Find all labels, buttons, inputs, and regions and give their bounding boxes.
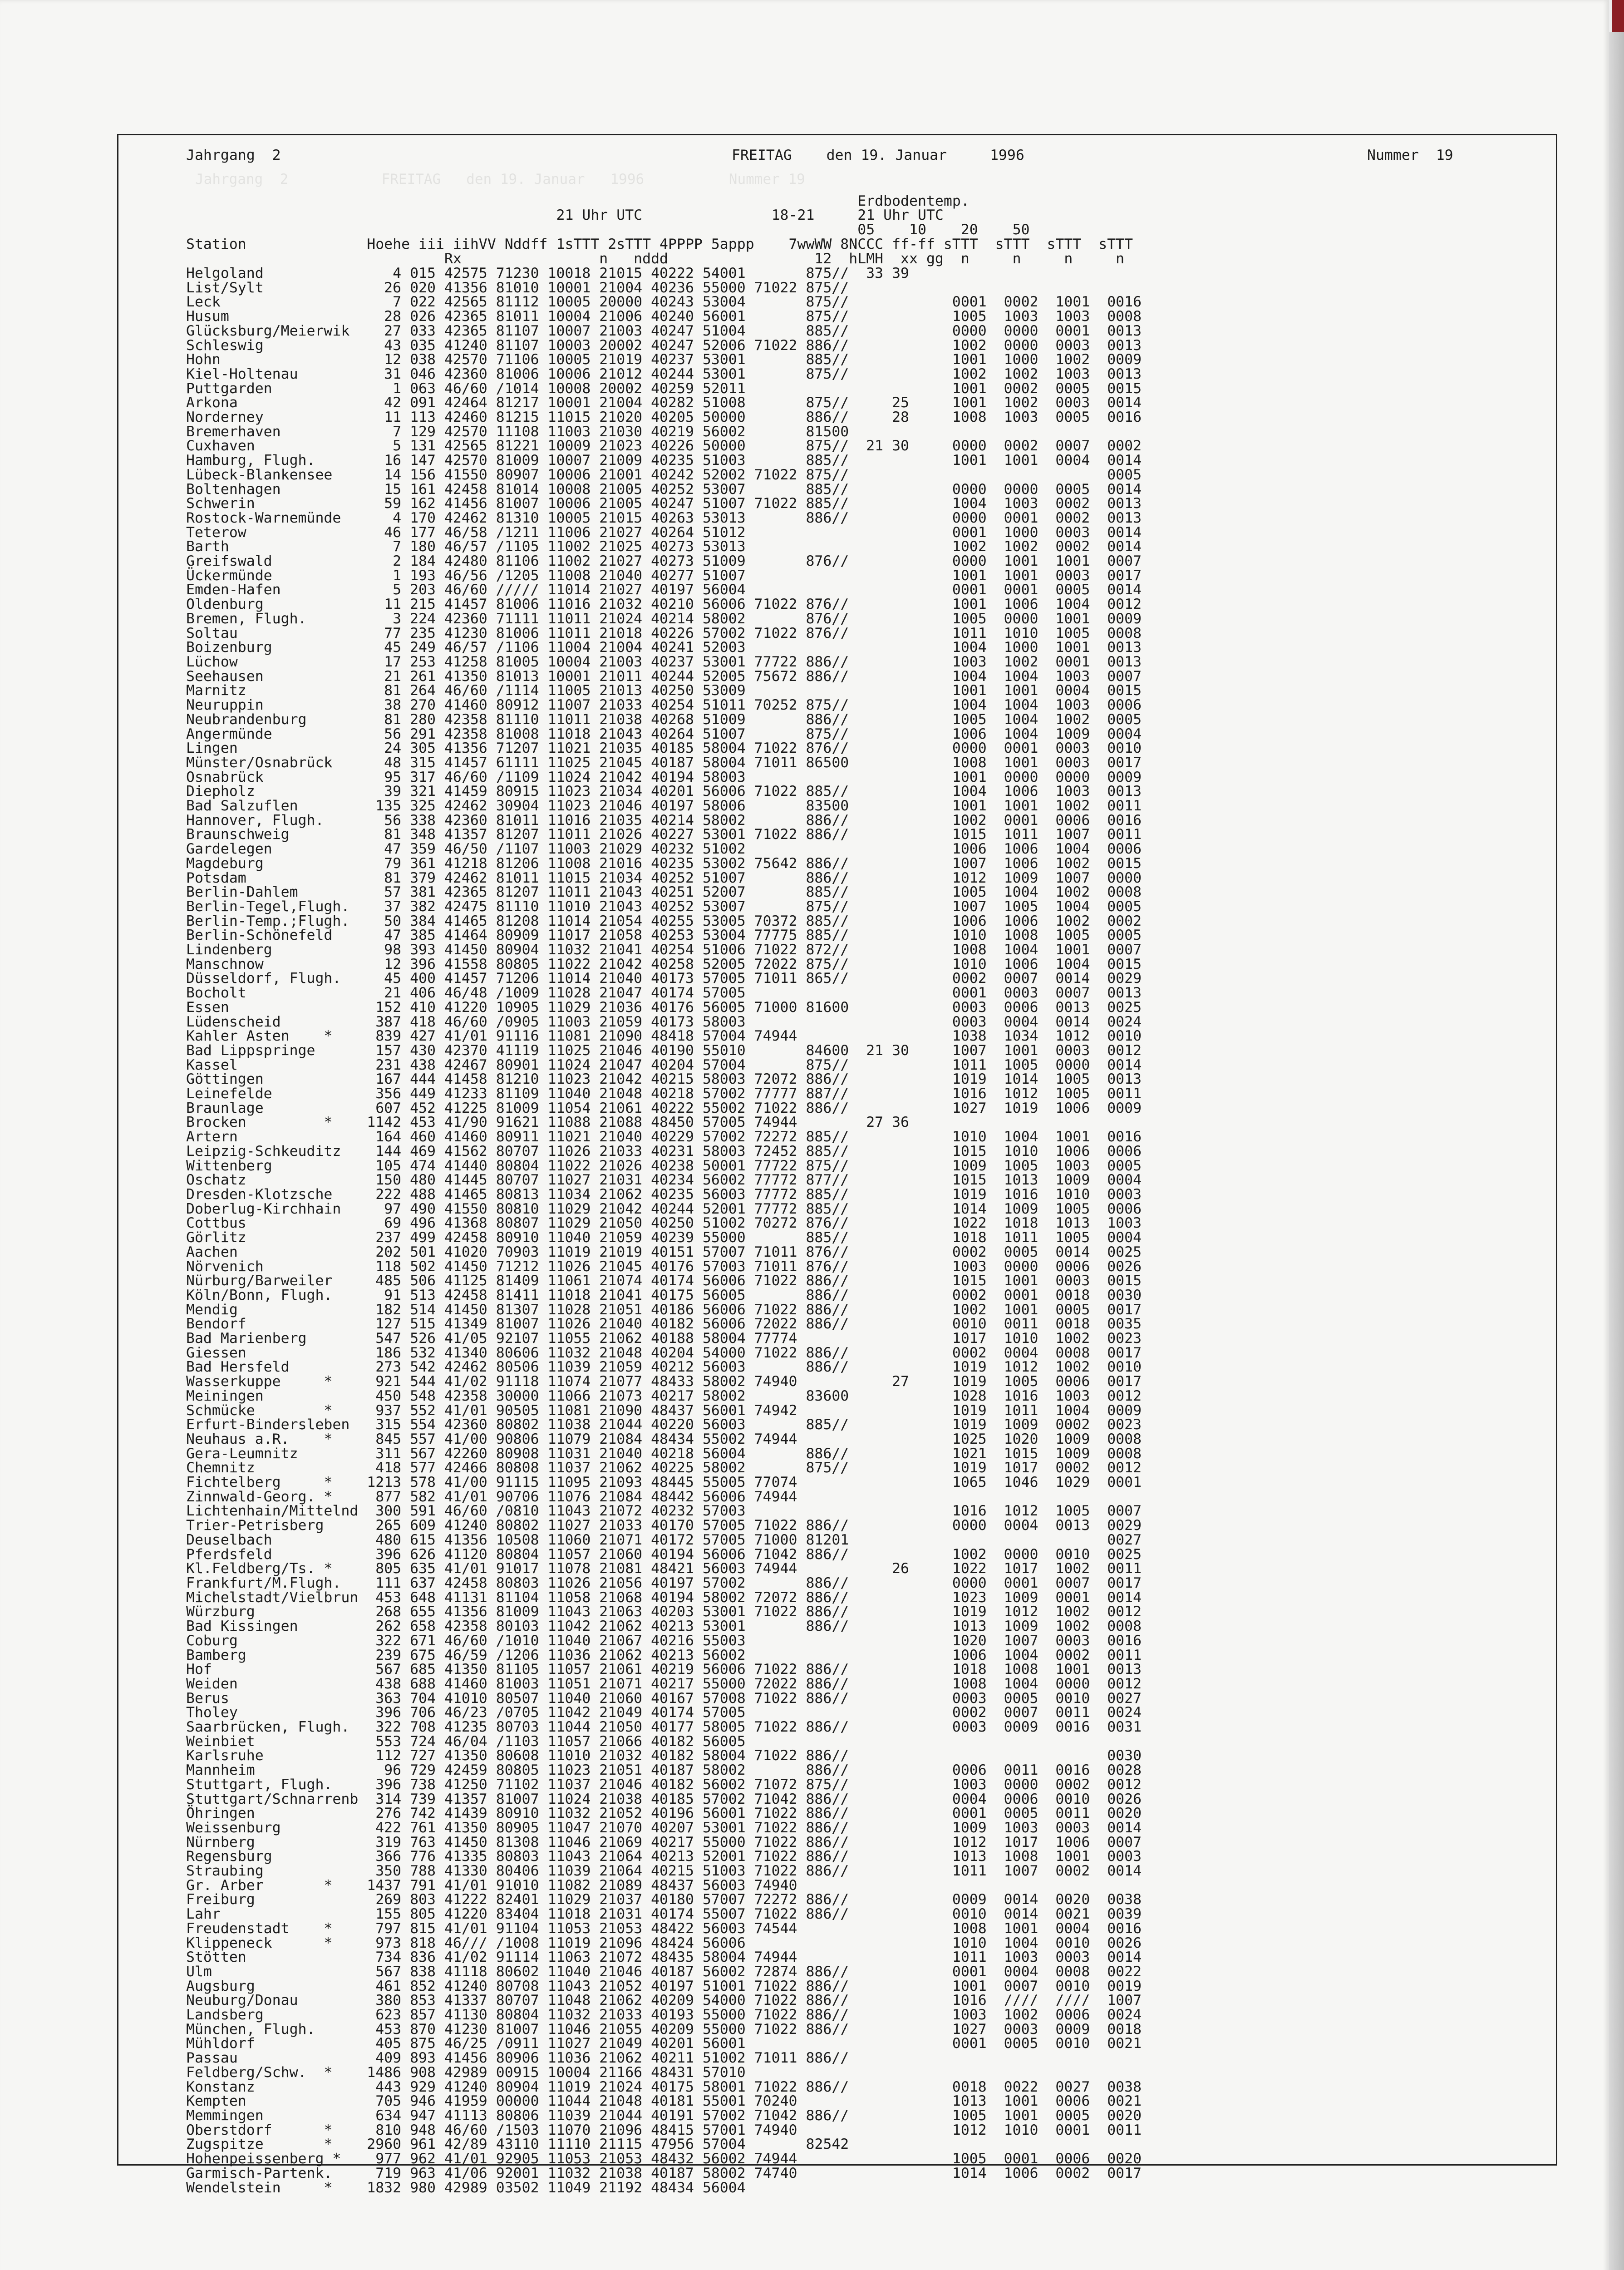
next-page-edge bbox=[1609, 32, 1624, 2270]
station-row: Brocken * 1142 453 41/90 91621 11088 21088 48450 57005 74944 27 36 bbox=[186, 1114, 910, 1131]
issue-number: Nummer 19 bbox=[1367, 147, 1453, 163]
station-row: Soltau 77 235 41230 81006 11011 21018 40226 57002 71022 876// 1011 1010 1005 0008 bbox=[186, 625, 1142, 642]
station-row: Norderney 11 113 42460 81215 11015 21020 40205 50000 886// 28 1008 1003 0005 0016 bbox=[186, 409, 1142, 426]
station-row: Wendelstein * 1832 980 42989 03502 11049 21192 48434 56004 bbox=[186, 2179, 746, 2196]
station-row: Göttingen 167 444 41458 81210 11023 21042 40215 58003 72072 886// 1019 1014 1005 0013 bbox=[186, 1071, 1142, 1088]
station-row: Mühldorf 405 875 46/25 /0911 11027 21049 40201 56001 0001 0005 0010 0021 bbox=[186, 2035, 1142, 2052]
station-row: Görlitz 237 499 42458 80910 11040 21059 40239 55000 885// 1018 1011 1005 0004 bbox=[186, 1229, 1142, 1246]
station-row: Neubrandenburg 81 280 42358 81110 11011 21038 40268 51009 886// 1005 1004 1002 0005 bbox=[186, 711, 1142, 728]
station-row: Marnitz 81 264 46/60 /1114 11005 21013 40250 53009 1001 1001 0004 0015 bbox=[186, 682, 1142, 699]
station-row: Bamberg 239 675 46/59 /1206 11036 21062 40213 56002 1006 1004 0002 0011 bbox=[186, 1647, 1142, 1663]
station-row: Bocholt 21 406 46/48 /1009 11028 21047 40174 57005 0001 0003 0007 0013 bbox=[186, 985, 1142, 1002]
station-row: Osnabrück 95 317 46/60 /1109 11024 21042 40194 58003 1001 0000 0000 0009 bbox=[186, 769, 1142, 785]
station-row: Fichtelberg * 1213 578 41/00 91115 11095 21093 48445 55005 77074 1065 1046 1029 0001 bbox=[186, 1474, 1142, 1491]
station-row: Wittenberg 105 474 41440 80804 11022 21026 40238 50001 77722 875// 1009 1005 1003 0005 bbox=[186, 1157, 1142, 1174]
station-row: Nörvenich 118 502 41450 71212 11026 21045 40176 57003 71011 876// 1003 0000 0006 0026 bbox=[186, 1258, 1142, 1275]
station-row: Cuxhaven 5 131 42565 81221 10009 21023 40226 50000 875// 21 30 0000 0002 0007 0002 bbox=[186, 438, 1142, 454]
station-row: Lüdenscheid 387 418 46/60 /0905 11003 21059 40173 58003 0003 0004 0014 0024 bbox=[186, 1013, 1142, 1030]
station-row: Garmisch-Partenk. 719 963 41/06 92001 11032 21038 40187 58002 74740 1014 1006 0002 0017 bbox=[186, 2165, 1142, 2181]
station-row: Schmücke * 937 552 41/01 90505 11081 21090 48437 56001 74942 1019 1011 1004 0009 bbox=[186, 1402, 1142, 1419]
station-row: Berlin-Tegel,Flugh. 37 382 42475 81110 11010 21043 40252 53007 875// 1007 1005 1004 0005 bbox=[186, 898, 1142, 915]
station-row: Kahler Asten * 839 427 41/01 91116 11081 21090 48418 57004 74944 1038 1034 1012 0010 bbox=[186, 1028, 1142, 1045]
observation-table bbox=[186, 266, 1142, 2195]
station-row: Diepholz 39 321 41459 80915 11023 21034 40201 56006 71022 885// 1004 1006 1003 0013 bbox=[186, 783, 1142, 800]
station-row: Kl.Feldberg/Ts. * 805 635 41/01 91017 11078 21081 48421 56003 74944 26 1022 1017 1002 0011 bbox=[186, 1560, 1142, 1577]
station-row: Lüchow 17 253 41258 81005 10004 21003 40237 53001 77722 886// 1003 1002 0001 0013 bbox=[186, 653, 1142, 670]
station-row: Hohn 12 038 42570 71106 10005 21019 40237 53001 885// 1001 1000 1002 0009 bbox=[186, 351, 1142, 368]
station-row: Braunlage 607 452 41225 81009 11054 21061 40222 55002 71022 886// 1027 1019 1006 0009 bbox=[186, 1100, 1142, 1116]
station-row: Lingen 24 305 41356 71207 11021 21035 40185 58004 71022 876// 0000 0001 0003 0010 bbox=[186, 740, 1142, 757]
station-row: Doberlug-Kirchhain 97 490 41550 80810 11029 21042 40244 52001 77772 885// 1014 1009 1005 0006 bbox=[186, 1200, 1142, 1217]
station-row: Emden-Hafen 5 203 46/60 ///// 11014 21027 40197 56004 0001 0001 0005 0014 bbox=[186, 582, 1142, 598]
station-row: Regensburg 366 776 41335 80803 11043 21064 40213 52001 71022 886// 1013 1008 1001 0003 bbox=[186, 1848, 1142, 1865]
station-row: Bremerhaven 7 129 42570 11108 11003 21030 40219 56002 81500 bbox=[186, 423, 849, 440]
station-row: Ulm 567 838 41118 80602 11040 21046 40187 56002 72874 886// 0001 0004 0008 0022 bbox=[186, 1963, 1142, 1980]
station-row: Kiel-Holtenau 31 046 42360 81006 10006 21012 40244 53001 875// 1002 1002 1003 0013 bbox=[186, 365, 1142, 382]
station-row: Öhringen 276 742 41439 80910 11032 21052 40196 56001 71022 886// 0001 0005 0011 0020 bbox=[186, 1805, 1142, 1822]
station-row: Zinnwald-Georg. * 877 582 41/01 90706 11076 21084 48442 56006 74944 bbox=[186, 1488, 797, 1505]
station-row: Manschnow 12 396 41558 80805 11022 21042 40258 52005 72022 875// 1010 1006 1004 0015 bbox=[186, 956, 1142, 972]
station-row: Münster/Osnabrück 48 315 41457 61111 11025 21045 40187 58004 71011 86500 1008 1001 0003 0017 bbox=[186, 754, 1142, 771]
station-row: Saarbrücken, Flugh. 322 708 41235 80703 11044 21050 40177 58005 71022 886// 0003 0009 0016 0031 bbox=[186, 1719, 1142, 1736]
station-row: Stuttgart/Schnarrenb 314 739 41357 81007 11024 21038 40185 57002 71042 886// 0004 0006 0010 0026 bbox=[186, 1791, 1142, 1807]
station-row: Stötten 734 836 41/02 91114 11063 21072 48435 58004 74944 1011 1003 0003 0014 bbox=[186, 1949, 1142, 1966]
station-row: Barth 7 180 46/57 /1105 11002 21025 40273 53013 1002 1002 0002 0014 bbox=[186, 538, 1142, 555]
station-row: Meiningen 450 548 42358 30000 11066 21073 40217 58002 83600 1028 1016 1003 0012 bbox=[186, 1387, 1142, 1404]
station-row: Hohenpeissenberg * 977 962 41/01 92905 11053 21053 48432 56002 74944 1005 0001 0006 0020 bbox=[186, 2151, 1142, 2167]
station-row: Kempten 705 946 41959 00000 11044 21048 40181 55001 70240 1013 1001 0006 0021 bbox=[186, 2093, 1142, 2110]
station-row: Leipzig-Schkeuditz 144 469 41562 80707 11026 21033 40231 58003 72452 885// 1015 1010 1006 0006 bbox=[186, 1143, 1142, 1160]
station-row: Freiburg 269 803 41222 82401 11029 21037 40180 57007 72272 886// 0009 0014 0020 0038 bbox=[186, 1891, 1142, 1908]
station-row: Ückermünde 1 193 46/56 /1205 11008 21040 40277 51007 1001 1001 0003 0017 bbox=[186, 567, 1142, 584]
station-row: Bad Kissingen 262 658 42358 80103 11042 21062 40213 53001 886// 1013 1009 1002 0008 bbox=[186, 1618, 1142, 1635]
station-row: Lichtenhain/Mittelnd 300 591 46/60 /0810 11043 21072 40232 57003 1016 1012 1005 0007 bbox=[186, 1503, 1142, 1520]
station-row: Puttgarden 1 063 46/60 /1014 10008 20002 40259 52011 1001 0002 0005 0015 bbox=[186, 380, 1142, 397]
station-row: Nürnberg 319 763 41450 81308 11046 21069 40217 55000 71022 886// 1012 1017 1006 0007 bbox=[186, 1834, 1142, 1851]
station-row: Greifswald 2 184 42480 81106 11002 21027 40273 51009 876// 0000 1001 1001 0007 bbox=[186, 553, 1142, 570]
station-row: Tholey 396 706 46/23 /0705 11042 21049 40174 57005 0002 0007 0011 0024 bbox=[186, 1704, 1142, 1721]
header-line-5: Rx n nddd 12 hLMH xx gg n n n n bbox=[186, 250, 1125, 267]
station-row: Köln/Bonn, Flugh. 91 513 42458 81411 11018 21041 40175 56005 886// 0002 0001 0018 0030 bbox=[186, 1287, 1142, 1303]
bleed-through-text: Jahrgang 2 FREITAG den 19. Januar 1996 Nummer 19 bbox=[195, 171, 805, 188]
binding-ribbon bbox=[1612, 0, 1624, 32]
station-row: Lindenberg 98 393 41450 80904 11032 21041 40254 51006 71022 872// 1008 1004 1001 0007 bbox=[186, 942, 1142, 958]
station-row: Essen 152 410 41220 10905 11029 21036 40176 56005 71000 81600 0003 0006 0013 0025 bbox=[186, 999, 1142, 1016]
station-row: Bad Salzuflen 135 325 42462 30904 11023 21046 40197 58006 83500 1001 1001 1002 0011 bbox=[186, 798, 1142, 814]
station-row: Bendorf 127 515 41349 81007 11026 21040 40182 56006 72022 886// 0010 0011 0018 0035 bbox=[186, 1316, 1142, 1332]
station-row: Angermünde 56 291 42358 81008 11018 21043 40264 51007 875// 1006 1004 1009 0004 bbox=[186, 725, 1142, 742]
station-row: Bad Marienberg 547 526 41/05 92107 11055 21062 40188 58004 77774 1017 1010 1002 0023 bbox=[186, 1330, 1142, 1347]
station-row: Michelstadt/Vielbrun 453 648 41131 81104 11058 21068 40194 58002 72072 886// 1023 1009 0001 0014 bbox=[186, 1589, 1142, 1606]
station-row: Berlin-Schönefeld 47 385 41464 80909 11017 21058 40253 53004 77775 885// 1010 1008 1005 0005 bbox=[186, 927, 1142, 944]
station-row: Bad Lippspringe 157 430 42370 41119 11025 21046 40190 55010 84600 21 30 1007 1001 0003 0012 bbox=[186, 1042, 1142, 1059]
station-row: Mannheim 96 729 42459 80805 11023 21051 40187 58002 886// 0006 0011 0016 0028 bbox=[186, 1762, 1142, 1779]
station-row: Karlsruhe 112 727 41350 80608 11010 21032 40182 58004 71022 886// 0030 bbox=[186, 1747, 1142, 1764]
station-row: Wasserkuppe * 921 544 41/02 91118 11074 21077 48433 58002 74940 27 1019 1005 0006 0017 bbox=[186, 1373, 1142, 1390]
station-row: Seehausen 21 261 41350 81013 10001 21011 40244 52005 75672 886// 1004 1004 1003 0007 bbox=[186, 668, 1142, 685]
station-row: Oschatz 150 480 41445 80707 11027 21031 40234 56002 77772 877// 1015 1013 1009 0004 bbox=[186, 1172, 1142, 1189]
station-row: Hannover, Flugh. 56 338 42360 81011 11016 21035 40214 58002 886// 1002 0001 0006 0016 bbox=[186, 812, 1142, 829]
issue-date: FREITAG den 19. Januar 1996 bbox=[732, 147, 1024, 163]
station-row: Boltenhagen 15 161 42458 81014 10008 21005 40252 53007 885// 0000 0000 0005 0014 bbox=[186, 481, 1142, 498]
station-row: Konstanz 443 929 41240 80904 11019 21024 40175 58001 71022 886// 0018 0022 0027 0038 bbox=[186, 2078, 1142, 2095]
station-row: Teterow 46 177 46/58 /1211 11006 21027 40264 51012 0001 1000 0003 0014 bbox=[186, 524, 1142, 541]
station-row: Stuttgart, Flugh. 396 738 41250 71102 11037 21046 40182 56002 71072 875// 1003 0000 0002 0012 bbox=[186, 1776, 1142, 1793]
station-row: Giessen 186 532 41340 80606 11032 21048 40204 54000 71022 886// 0002 0004 0008 0017 bbox=[186, 1344, 1142, 1361]
station-row: Klippeneck * 973 818 46/// /1008 11019 21096 48424 56006 1010 1004 0010 0026 bbox=[186, 1934, 1142, 1951]
station-row: Düsseldorf, Flugh. 45 400 41457 71206 11014 21040 40173 57005 71011 865// 0002 0007 0014 0029 bbox=[186, 970, 1142, 987]
station-row: München, Flugh. 453 870 41230 81007 11046 21055 40209 55000 71022 886// 1027 0003 0009 0018 bbox=[186, 2021, 1142, 2038]
station-row: Memmingen 634 947 41113 80806 11039 21044 40191 57002 71042 886// 1005 1001 0005 0020 bbox=[186, 2107, 1142, 2124]
header-line-3: 05 10 20 50 bbox=[186, 222, 1030, 238]
station-row: Bremen, Flugh. 3 224 42360 71111 11011 21024 40214 58002 876// 1005 0000 1001 0009 bbox=[186, 610, 1142, 627]
station-row: Pferdsfeld 396 626 41120 80804 11057 21060 40194 56006 71042 886// 1002 0000 0010 0025 bbox=[186, 1546, 1142, 1563]
station-row: Dresden-Klotzsche 222 488 41465 80813 11034 21062 40235 56003 77772 885// 1019 1016 1010 0003 bbox=[186, 1186, 1142, 1203]
header-line-4: Station Hoehe iii iihVV Nddff 1sTTT 2sTTT 4PPPP 5appp 7wwWW 8NCCC ff-ff sTTT sTTT sTTT sTTT bbox=[186, 236, 1133, 252]
station-row: Schwerin 59 162 41456 81007 10006 21005 40247 51007 71022 885// 1004 1003 0002 0013 bbox=[186, 495, 1142, 512]
station-row: Lahr 155 805 41220 83404 11018 21031 40174 55007 71022 886// 0010 0014 0021 0039 bbox=[186, 1906, 1142, 1923]
station-row: Schleswig 43 035 41240 81107 10003 20002 40247 52006 71022 886// 1002 0000 0003 0013 bbox=[186, 337, 1142, 354]
station-row: Trier-Petrisberg 265 609 41240 80802 11027 21033 40170 57005 71022 886// 0000 0004 0013 0029 bbox=[186, 1517, 1142, 1534]
station-row: Magdeburg 79 361 41218 81206 11008 21016 40235 53002 75642 886// 1007 1006 1002 0015 bbox=[186, 855, 1142, 872]
station-row: Neuburg/Donau 380 853 41337 80707 11048 21062 40209 54000 71022 886// 1016 //// //// 1007 bbox=[186, 1992, 1142, 2009]
station-row: Kassel 231 438 42467 80901 11024 21047 40204 57004 875// 1011 1005 0000 0014 bbox=[186, 1056, 1142, 1073]
station-row: Erfurt-Bindersleben 315 554 42360 80802 11038 21044 40220 56003 885// 1019 1009 0002 0023 bbox=[186, 1416, 1142, 1433]
station-row: Gardelegen 47 359 46/50 /1107 11003 21029 40232 51002 1006 1006 1004 0006 bbox=[186, 841, 1142, 858]
station-row: Zugspitze * 2960 961 42/89 43110 11110 21115 47956 57004 82542 bbox=[186, 2136, 849, 2153]
station-row: Arkona 42 091 42464 81217 10001 21004 40282 51008 875// 25 1001 1002 0003 0014 bbox=[186, 395, 1142, 411]
station-row: Freudenstadt * 797 815 41/01 91104 11053 21053 48422 56003 74544 1008 1001 0004 0016 bbox=[186, 1920, 1142, 1937]
station-row: Coburg 322 671 46/60 /1010 11040 21067 40216 55003 1020 1007 0003 0016 bbox=[186, 1632, 1142, 1649]
station-row: Berlin-Dahlem 57 381 42365 81207 11011 21043 40251 52007 885// 1005 1004 1002 0008 bbox=[186, 884, 1142, 901]
station-row: Chemnitz 418 577 42466 80808 11037 21062 40225 58002 875// 1019 1017 0002 0012 bbox=[186, 1460, 1142, 1476]
station-row: Deuselbach 480 615 41356 10508 11060 21071 40172 57005 71000 81201 0027 bbox=[186, 1531, 1142, 1548]
station-row: Gera-Leumnitz 311 567 42260 80908 11031 21040 40218 56004 886// 1021 1015 1009 0008 bbox=[186, 1445, 1142, 1462]
station-row: Braunschweig 81 348 41357 81207 11011 21026 40227 53001 71022 886// 1015 1011 1007 0011 bbox=[186, 826, 1142, 843]
station-row: Hamburg, Flugh. 16 147 42570 81009 10007 21009 40235 51003 885// 1001 1001 0004 0014 bbox=[186, 452, 1142, 469]
station-row: Passau 409 893 41456 80906 11036 21062 40211 51002 71011 886// bbox=[186, 2050, 849, 2067]
station-row: Landsberg 623 857 41130 80804 11032 21033 40193 55000 71022 886// 1003 1002 0006 0024 bbox=[186, 2007, 1142, 2023]
station-row: Aachen 202 501 41020 70903 11019 21019 40151 57007 71011 876// 0002 0005 0014 0025 bbox=[186, 1244, 1142, 1260]
station-row: Neuhaus a.R. * 845 557 41/00 90806 11079 21084 48434 55002 74944 1025 1020 1009 0008 bbox=[186, 1431, 1142, 1447]
station-row: Würzburg 268 655 41356 81009 11043 21063 40203 53001 71022 886// 1019 1012 1002 0012 bbox=[186, 1604, 1142, 1620]
station-row: Potsdam 81 379 42462 81011 11015 21034 40252 51007 886// 1012 1009 1007 0000 bbox=[186, 869, 1142, 886]
station-row: Leck 7 022 42565 81112 10005 20000 40243 53004 875// 0001 0002 1001 0016 bbox=[186, 294, 1142, 311]
station-row: Straubing 350 788 41330 80406 11039 21064 40215 51003 71022 886// 1011 1007 0002 0014 bbox=[186, 1863, 1142, 1880]
station-row: Weinbiet 553 724 46/04 /1103 11057 21066 40182 56005 bbox=[186, 1733, 746, 1750]
station-row: Oldenburg 11 215 41457 81006 11016 21032 40210 56006 71022 876// 1001 1006 1004 0012 bbox=[186, 596, 1142, 613]
station-row: Husum 28 026 42365 81011 10004 21006 40240 56001 875// 1005 1003 1003 0008 bbox=[186, 308, 1142, 325]
station-row: Feldberg/Schw. * 1486 908 42989 00915 10004 21166 48431 57010 bbox=[186, 2064, 746, 2081]
station-row: Lübeck-Blankensee 14 156 41550 80907 10006 21001 40242 52002 71022 875// 0005 bbox=[186, 466, 1142, 483]
station-row: Berlin-Temp.;Flugh. 50 384 41465 81208 11014 21054 40255 53005 70372 885// 1006 1006 1002 0002 bbox=[186, 913, 1142, 929]
jahrgang-label: Jahrgang 2 bbox=[186, 147, 281, 163]
station-row: Gr. Arber * 1437 791 41/01 91010 11082 21089 48437 56003 74940 bbox=[186, 1877, 797, 1894]
station-row: Bad Hersfeld 273 542 42462 80506 11039 21059 40212 56003 886// 1019 1012 1002 0010 bbox=[186, 1359, 1142, 1376]
station-row: List/Sylt 26 020 41356 81010 10001 21004 40236 55000 71022 875// bbox=[186, 279, 849, 296]
station-row: Boizenburg 45 249 46/57 /1106 11004 21004 40241 52003 1004 1000 1001 0013 bbox=[186, 639, 1142, 656]
header-line-2: 21 Uhr UTC 18-21 21 Uhr UTC bbox=[186, 207, 944, 224]
station-row: Augsburg 461 852 41240 80708 11043 21052 40197 51001 71022 886// 1001 0007 0010 0019 bbox=[186, 1978, 1142, 1994]
station-row: Weissenburg 422 761 41350 80905 11047 21070 40207 53001 71022 886// 1009 1003 0003 0014 bbox=[186, 1819, 1142, 1836]
station-row: Artern 164 460 41460 80911 11021 21040 40229 57002 72272 885// 1010 1004 1001 0016 bbox=[186, 1129, 1142, 1145]
station-row: Helgoland 4 015 42575 71230 10018 21015 40222 54001 875// 33 39 bbox=[186, 265, 910, 281]
station-row: Nürburg/Barweiler 485 506 41125 81409 11061 21074 40174 56006 71022 886// 1015 1001 0003 0015 bbox=[186, 1273, 1142, 1289]
station-row: Hof 567 685 41350 81105 11057 21061 40219 56006 71022 886// 1018 1008 1001 0013 bbox=[186, 1661, 1142, 1678]
station-row: Glücksburg/Meierwik 27 033 42365 81107 10007 21003 40247 51004 885// 0000 0000 0001 0013 bbox=[186, 322, 1142, 339]
station-row: Leinefelde 356 449 41233 81109 11040 21048 40218 57002 77777 887// 1016 1012 1005 0011 bbox=[186, 1086, 1142, 1102]
station-row: Frankfurt/M.Flugh. 111 637 42458 80803 11026 21056 40197 57002 886// 0000 0001 0007 0017 bbox=[186, 1574, 1142, 1591]
station-row: Berus 363 704 41010 80507 11040 21060 40167 57008 71022 886// 0003 0005 0010 0027 bbox=[186, 1690, 1142, 1707]
frame-break bbox=[1545, 154, 1552, 2111]
station-row: Neuruppin 38 270 41460 80912 11007 21033 40254 51011 70252 875// 1004 1004 1003 0006 bbox=[186, 697, 1142, 714]
station-row: Mendig 182 514 41450 81307 11028 21051 40186 56006 71022 886// 1002 1001 0005 0017 bbox=[186, 1301, 1142, 1318]
station-row: Weiden 438 688 41460 81003 11051 21071 40217 55000 72022 886// 1008 1004 0000 0012 bbox=[186, 1675, 1142, 1692]
station-row: Rostock-Warnemünde 4 170 42462 81310 10005 21015 40263 53013 886// 0000 0001 0002 0013 bbox=[186, 509, 1142, 526]
station-row: Oberstdorf * 810 948 46/60 /1503 11070 21096 48415 57001 74940 1012 1010 0001 0011 bbox=[186, 2122, 1142, 2138]
header-line-1: Erdbodentemp. bbox=[186, 192, 969, 209]
station-row: Cottbus 69 496 41368 80807 11029 21050 40250 51002 70272 876// 1022 1018 1013 1003 bbox=[186, 1215, 1142, 1232]
